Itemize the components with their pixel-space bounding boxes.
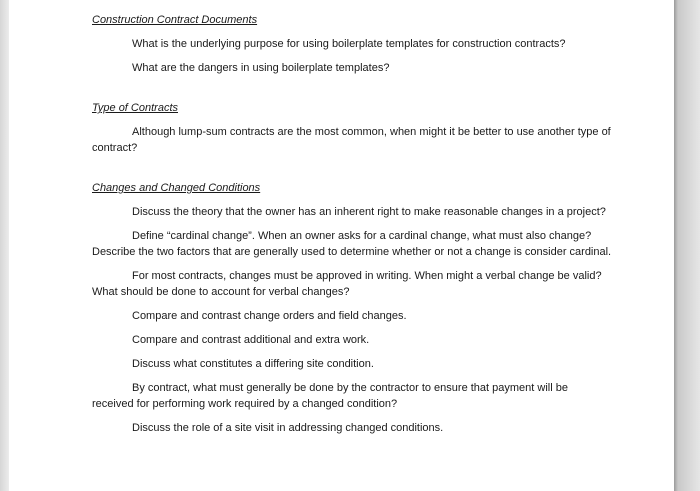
question-cardinal-change: Define “cardinal change”. When an owner asks for a cardinal change, what must also change? Describe the two factors that are generally used to determine whether or not a change is consider cardinal. [92, 230, 612, 258]
document-content [92, 12, 612, 436]
viewer-background-left [0, 0, 9, 491]
question-change-orders-field-changes: Compare and contrast change orders and field changes. [132, 310, 407, 322]
question-site-visit: Discuss the role of a site visit in addressing changed conditions. [132, 422, 444, 434]
question-owner-inherent-right: Discuss the theory that the owner has an inherent right to make reasonable changes in a project? [132, 206, 606, 218]
document-page [9, 0, 674, 491]
question-additional-extra-work: Compare and contrast additional and extra work. [132, 334, 370, 346]
question-boilerplate-purpose: What is the underlying purpose for using boilerplate templates for construction contracts? [132, 38, 566, 50]
section-heading-changes-and-changed-conditions: Changes and Changed Conditions [92, 182, 261, 194]
question-boilerplate-dangers: What are the dangers in using boilerplate templates? [132, 62, 390, 74]
section-heading-type-of-contracts: Type of Contracts [92, 102, 178, 114]
question-differing-site-condition: Discuss what constitutes a differing site condition. [132, 358, 374, 370]
question-lump-sum-alternatives: Although lump-sum contracts are the most common, when might it be better to use another type of contract? [92, 126, 611, 154]
question-payment-changed-condition: By contract, what must generally be done by the contractor to ensure that payment will be received for performing work required by a changed condition? [92, 382, 568, 410]
viewer-background-right [674, 0, 700, 491]
question-verbal-change: For most contracts, changes must be approved in writing. When might a verbal change be valid? What should be done to account for verbal changes? [92, 270, 602, 298]
section-heading-construction-contract-documents: Construction Contract Documents [92, 14, 258, 26]
